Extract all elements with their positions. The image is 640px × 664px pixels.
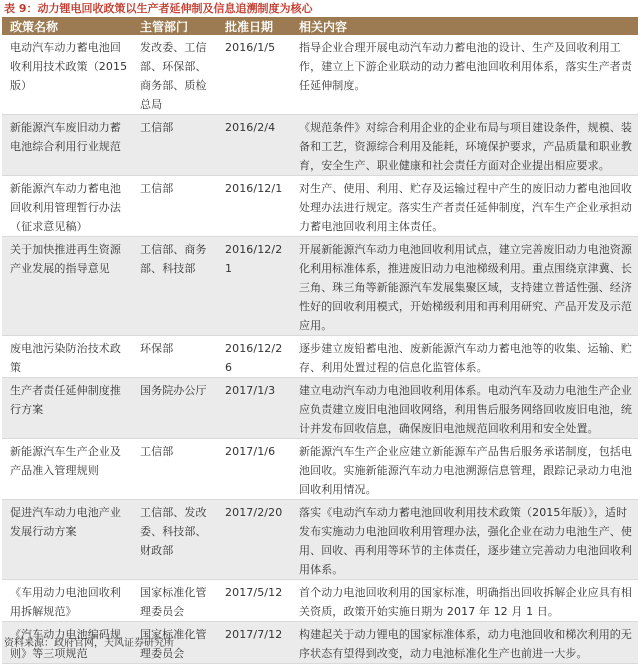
- cell-department: 工信部: [132, 439, 217, 500]
- cell-content: 逐步建立废铅蓄电池、废新能源汽车动力蓄电池等的收集、运输、贮存、利用处置过程的信息化监管体系。: [291, 336, 638, 378]
- table-row: [2, 378, 638, 439]
- cell-content: 落实《电动汽车动力蓄电池回收利用技术政策（2015年版）》，适时发布实施动力电池回收利用管理办法，强化企业在动力电池生产、使用、回收、再利用等环节的主体责任，逐步建立完善动力电池回收利用体系。: [291, 500, 638, 580]
- cell-approval-date: 2017/2/20: [217, 500, 291, 580]
- cell-department: 国家标准化管理委员会: [132, 580, 217, 622]
- cell-content: 建立电动汽车动力电池回收利用体系。电动汽车及动力电池生产企业应负责建立废旧电池回收网络，利用售后服务网络回收废旧电池，统计并发布回收信息，确保废旧电池规范回收利用和安全处置。: [291, 378, 638, 439]
- cell-policy-name: 新能源汽车生产企业及产品准入管理规则: [2, 439, 132, 500]
- table-row: [2, 580, 638, 622]
- cell-department: 工信部: [132, 176, 217, 237]
- cell-approval-date: 2016/12/1: [217, 176, 291, 237]
- header-approval-date: 批准日期: [217, 17, 291, 35]
- cell-content: 对生产、使用、利用、贮存及运输过程中产生的废旧动力蓄电池回收处理办法进行规定。落实生产者责任延伸制度，汽车生产企业承担动力蓄电池回收利用主体责任。: [291, 176, 638, 237]
- cell-approval-date: 2016/12/21: [217, 237, 291, 336]
- cell-approval-date: 2017/1/3: [217, 378, 291, 439]
- cell-approval-date: 2017/5/12: [217, 580, 291, 622]
- header-content: 相关内容: [291, 17, 638, 35]
- table-row: [2, 35, 638, 115]
- cell-approval-date: 2016/12/26: [217, 336, 291, 378]
- cell-policy-name: 新能源汽车动力蓄电池回收利用管理暂行办法（征求意见稿）: [2, 176, 132, 237]
- cell-approval-date: 2017/7/12: [217, 622, 291, 664]
- table-row: [2, 115, 638, 176]
- source-note: 资料来源：政府官网，天风证券研究所: [4, 638, 174, 649]
- cell-policy-name: 《汽车动力电池编码规则》等三项规范: [2, 622, 132, 664]
- cell-department: 环保部: [132, 336, 217, 378]
- cell-content: 新能源汽车生产企业应建立新能源车产品售后服务承诺制度，包括电池回收。实施新能源汽车动力电池溯源信息管理，跟踪记录动力电池回收利用情况。: [291, 439, 638, 500]
- table-row: [2, 500, 638, 580]
- cell-policy-name: 生产者责任延伸制度推行方案: [2, 378, 132, 439]
- cell-approval-date: 2016/2/4: [217, 115, 291, 176]
- cell-content: 《规范条件》对综合利用企业的企业布局与项目建设条件，规模、装备和工艺，资源综合利用及能耗，环境保护要求，产品质量和职业教育，安全生产、职业健康和社会责任方面对企业提出相应要求。: [291, 115, 638, 176]
- header-department: 主管部门: [132, 17, 217, 35]
- table-row: [2, 176, 638, 237]
- cell-policy-name: 《车用动力电池回收利用拆解规范》: [2, 580, 132, 622]
- cell-policy-name: 废电池污染防治技术政策: [2, 336, 132, 378]
- table-caption: 表 9：动力锂电回收政策以生产者延伸制及信息追溯制度为核心: [4, 2, 313, 15]
- cell-content: 指导企业合理开展电动汽车动力蓄电池的设计、生产及回收利用工作，建立上下游企业联动的动力蓄电池回收利用体系，落实生产者责任延伸制度。: [291, 35, 638, 115]
- cell-policy-name: 电动汽车动力蓄电池回收利用技术政策（2015版）: [2, 35, 132, 115]
- cell-department: 工信部、发改委、科技部、财政部: [132, 500, 217, 580]
- policy-table: [2, 17, 638, 664]
- table-row: [2, 237, 638, 336]
- cell-policy-name: 促进汽车动力电池产业发展行动方案: [2, 500, 132, 580]
- cell-content: 开展新能源汽车动力电池回收利用试点，建立完善废旧动力电池资源化利用标准体系，推进废旧动力电池梯级利用。重点围绕京津冀、长三角、珠三角等新能源汽车发展集聚区域，支持建立普适性强、经济性好的回收利用模式，开始梯级利用和再利用研究、产品开发及示范应用。: [291, 237, 638, 336]
- table-row: [2, 336, 638, 378]
- cell-department: 发改委、工信部、环保部、商务部、质检总局: [132, 35, 217, 115]
- policy-table-wrap: [2, 17, 638, 664]
- cell-policy-name: 关于加快推进再生资源产业发展的指导意见: [2, 237, 132, 336]
- cell-approval-date: 2017/1/6: [217, 439, 291, 500]
- cell-policy-name: 新能源汽车废旧动力蓄电池综合利用行业规范: [2, 115, 132, 176]
- table-row: [2, 439, 638, 500]
- table-header-row: [2, 17, 638, 35]
- cell-department: 国务院办公厅: [132, 378, 217, 439]
- cell-content: 构建起关于动力锂电的国家标准体系，动力电池回收和梯次利用的无序状态有望得到改变，动力电池标准化生产也前进一大步。: [291, 622, 638, 664]
- header-policy-name: 政策名称: [2, 17, 132, 35]
- cell-approval-date: 2016/1/5: [217, 35, 291, 115]
- cell-department: 工信部、商务部、科技部: [132, 237, 217, 336]
- cell-content: 首个动力电池回收利用的国家标准，明确指出回收拆解企业应具有相关资质，政策开始实施日期为 2017 年 12 月 1 日。: [291, 580, 638, 622]
- cell-department: 工信部: [132, 115, 217, 176]
- cell-department: 国家标准化管理委员会: [132, 622, 217, 664]
